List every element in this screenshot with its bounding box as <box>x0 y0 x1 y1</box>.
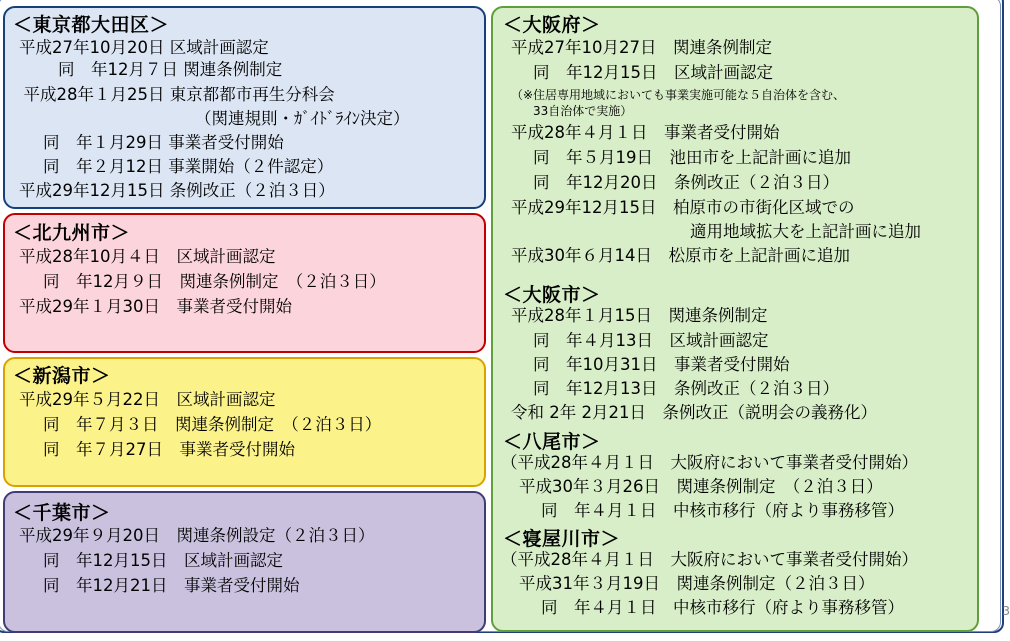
panel-title: ＜北九州市＞ <box>13 222 131 244</box>
footnote: 33自治体で実施） <box>533 104 633 118</box>
timeline-row: 適用地域拡大を上記計画に追加 <box>690 222 921 241</box>
timeline-row: 同 年１月29日 事業者受付開始 <box>43 133 284 152</box>
timeline-row: 平成29年12月15日 条例改正（２泊３日） <box>19 181 335 200</box>
panel-kitakyushu <box>3 213 486 353</box>
timeline-row: 平成31年３月19日 関連条例制定（２泊３日） <box>519 574 875 593</box>
timeline-row: 同 年７月27日 事業者受付開始 <box>43 440 295 459</box>
footnote: （※住居専用地域においても事業実施可能な５自治体を含む、 <box>511 88 846 102</box>
timeline-row: 同 年４月１日 中核市移行（府より事務移管） <box>541 501 904 520</box>
timeline-row: 平成30年６月14日 松原市を上記計画に追加 <box>511 246 850 265</box>
timeline-row: （平成28年４月１日 大阪府において事業者受付開始） <box>501 550 918 569</box>
timeline-row: 同 年10月31日 事業者受付開始 <box>533 355 790 374</box>
timeline-row: 同 年７月３日 関連条例制定 （２泊３日） <box>43 415 382 434</box>
timeline-row: 平成27年10月20日 区域計画認定 <box>19 38 269 57</box>
timeline-row: 同 年12月21日 事業者受付開始 <box>43 576 300 595</box>
timeline-row: 平成29年12月15日 柏原市の市街化区域での <box>511 198 855 217</box>
timeline-row: 平成28年４月１日 事業者受付開始 <box>511 123 780 142</box>
panel-title-osaka-prefecture: ＜大阪府＞ <box>503 14 601 36</box>
timeline-row: 平成29年１月30日 事業者受付開始 <box>19 297 292 316</box>
timeline-row: 同 年12月13日 条例改正（２泊３日） <box>533 379 839 398</box>
panel-tokyo-ota <box>3 6 486 209</box>
timeline-row: 同 年12月15日 区域計画認定 <box>533 63 773 82</box>
timeline-row: 同 年４月１日 中核市移行（府より事務移管） <box>541 598 904 617</box>
timeline-row: （関連規則・ｶﾞｲﾄﾞﾗｲﾝ決定） <box>195 109 410 128</box>
timeline-row: 同 年12月20日 条例改正（２泊３日） <box>533 173 839 192</box>
timeline-row: （平成28年４月１日 大阪府において事業者受付開始） <box>501 453 918 472</box>
timeline-row: 平成27年10月27日 関連条例制定 <box>511 38 772 57</box>
panel-niigata <box>3 357 486 487</box>
timeline-row: 平成28年１月15日 関連条例制定 <box>511 306 768 325</box>
timeline-row: 同 年12月９日 関連条例制定 （２泊３日） <box>43 272 386 291</box>
timeline-row: 同 年12月７日 関連条例制定 <box>25 60 283 79</box>
timeline-row: 平成29年５月22日 区域計画認定 <box>19 390 276 409</box>
timeline-row: 同 年２月12日 事業開始（２件認定） <box>43 157 334 176</box>
panel-title-yao: ＜八尾市＞ <box>503 431 601 453</box>
panel-title-osaka-city: ＜大阪市＞ <box>503 284 601 306</box>
timeline-row: 令和 2年 2月21日 条例改正（説明会の義務化） <box>511 403 877 422</box>
panel-title: ＜新潟市＞ <box>13 365 111 387</box>
panel-title-neyagawa: ＜寝屋川市＞ <box>503 528 621 550</box>
page-number: 3 <box>1002 604 1010 618</box>
timeline-row: 同 年５月19日 池田市を上記計画に追加 <box>533 148 851 167</box>
timeline-row: 平成28年10月４日 区域計画認定 <box>19 247 276 266</box>
panel-osaka <box>491 6 979 632</box>
timeline-row: 平成29年９月20日 関連条例設定（２泊３日） <box>19 526 375 545</box>
timeline-row: 同 年12月15日 区域計画認定 <box>43 551 283 570</box>
timeline-row: 平成30年３月26日 関連条例制定 （２泊３日） <box>519 477 883 496</box>
panel-title: ＜東京都大田区＞ <box>13 14 170 36</box>
panel-chiba <box>3 491 486 633</box>
panel-title: ＜千葉市＞ <box>13 502 111 524</box>
timeline-row: 平成28年１月25日 東京都都市再生分科会 <box>7 85 335 104</box>
timeline-row: 同 年４月13日 区域計画認定 <box>533 331 769 350</box>
